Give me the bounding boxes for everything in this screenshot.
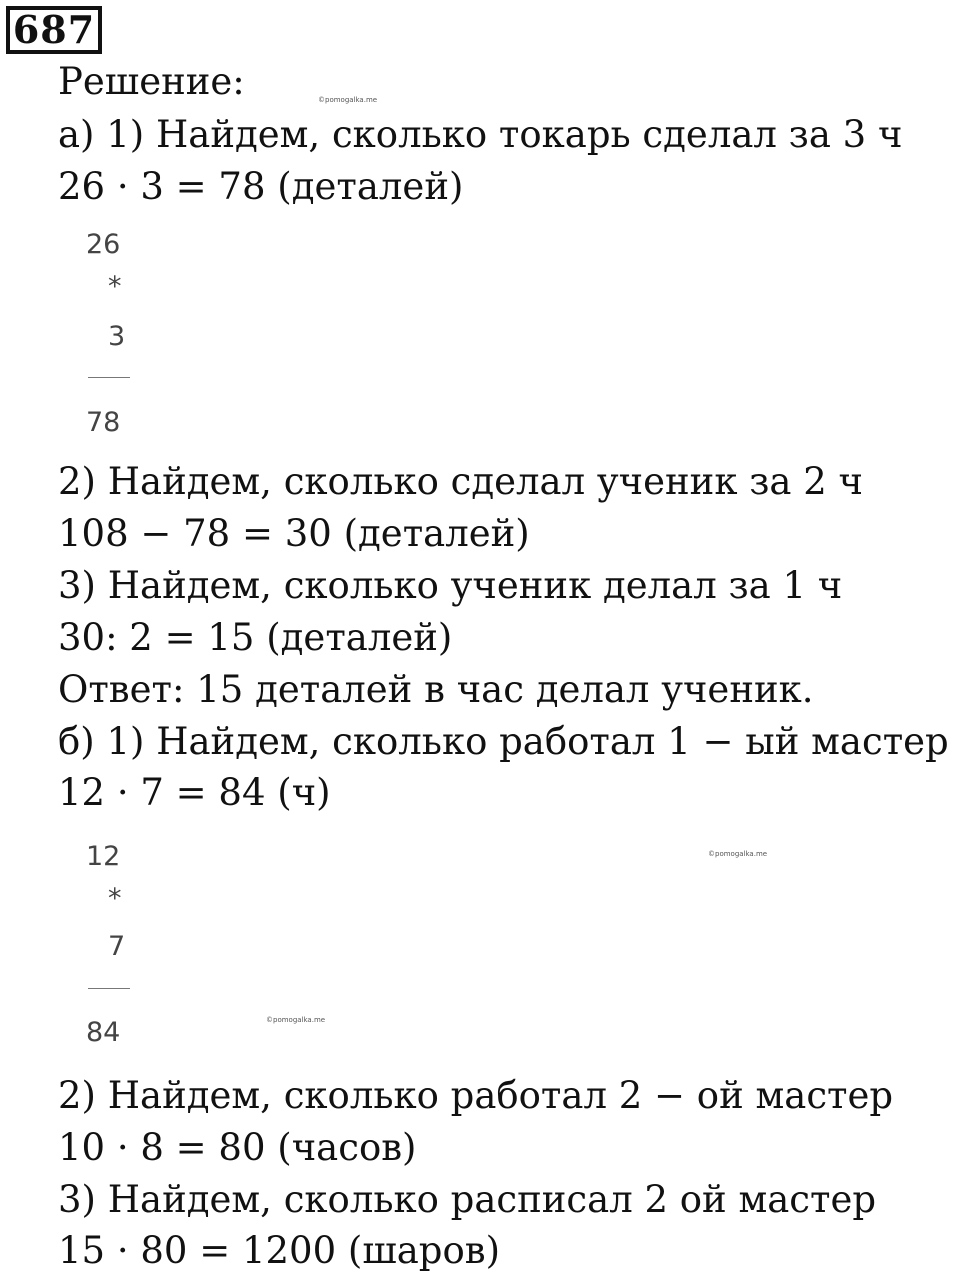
equation-line: 12 · 7 = 84 (ч) (58, 771, 331, 814)
equation-line: 10 · 8 = 80 (часов) (58, 1126, 417, 1169)
problem-number: 687 (6, 6, 102, 54)
equation-line: 30: 2 = 15 (деталей) (58, 616, 453, 659)
column-calc-bottom: 3 (108, 321, 126, 352)
column-calc-rule (88, 377, 130, 378)
column-calc-bottom: 7 (108, 931, 126, 962)
column-calc-result: 84 (86, 1017, 121, 1048)
solution-heading: Решение: (58, 60, 245, 103)
equation-line: 26 · 3 = 78 (деталей) (58, 165, 464, 208)
text-line: 3) Найдем, сколько расписал 2 ой мастер (58, 1178, 877, 1221)
watermark: ©pomogalka.me (266, 1016, 326, 1024)
column-calc-rule (88, 988, 130, 989)
equation-line: 108 − 78 = 30 (деталей) (58, 512, 530, 555)
column-calc-top: 26 (86, 229, 121, 260)
text-line: б) 1) Найдем, сколько работал 1 − ый мастер (58, 720, 949, 763)
watermark: ©pomogalka.me (708, 850, 768, 858)
column-calc-top: 12 (86, 841, 121, 872)
equation-line: 15 · 80 = 1200 (шаров) (58, 1229, 501, 1272)
answer-line: Ответ: 15 деталей в час делал ученик. (58, 668, 814, 711)
column-calc-result: 78 (86, 407, 121, 438)
text-line: а) 1) Найдем, сколько токарь сделал за 3 ч (58, 113, 903, 156)
column-calc-operator: * (108, 883, 122, 914)
text-line: 2) Найдем, сколько работал 2 − ой мастер (58, 1074, 894, 1117)
column-calc-operator: * (108, 271, 122, 302)
text-line: 2) Найдем, сколько сделал ученик за 2 ч (58, 460, 863, 503)
text-line: 3) Найдем, сколько ученик делал за 1 ч (58, 564, 843, 607)
watermark: ©pomogalka.me (318, 96, 378, 104)
